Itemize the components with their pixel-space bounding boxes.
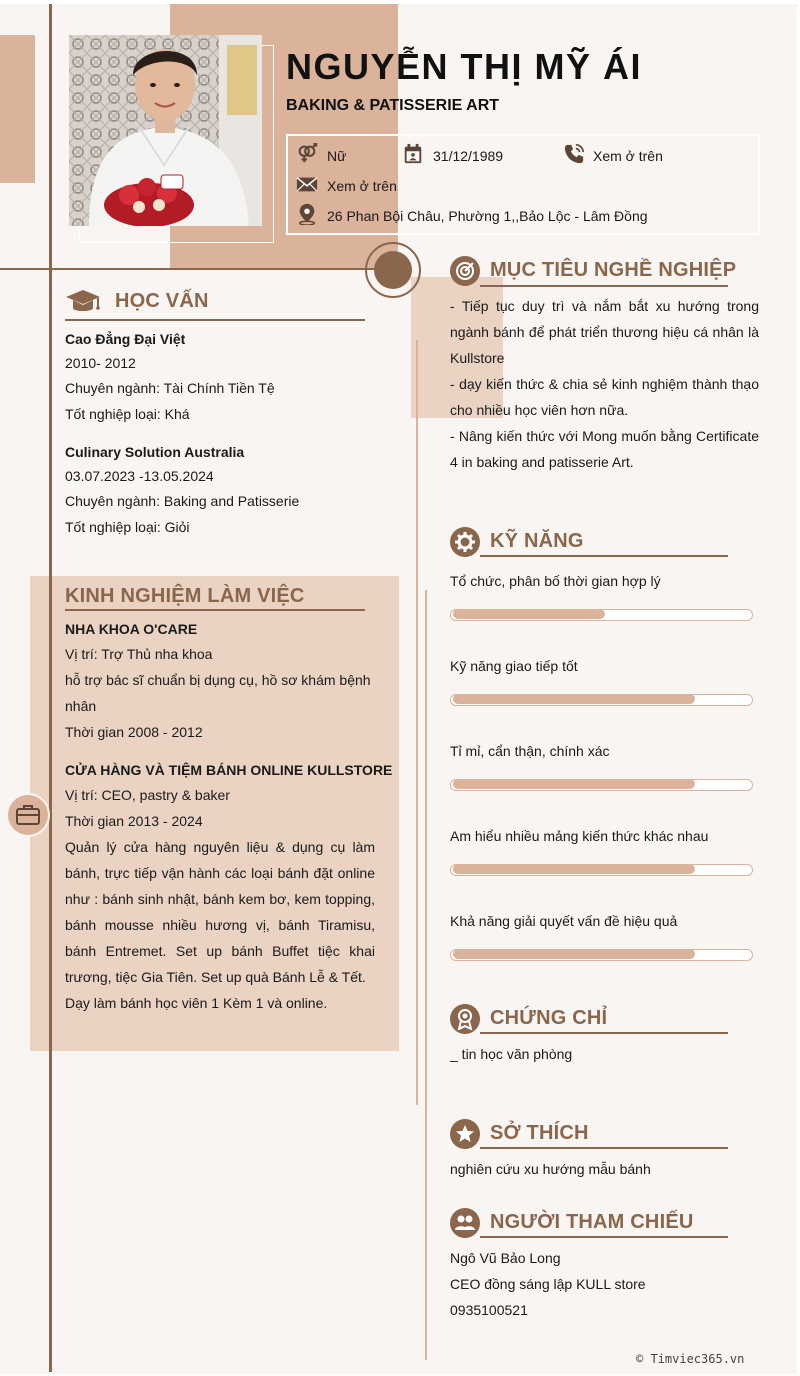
address-value: 26 Phan Bội Châu, Phường 1,,Bảo Lộc - Lâm Đồng (327, 208, 648, 224)
edu-1-time: 2010- 2012 (65, 355, 136, 371)
email-icon (296, 173, 318, 200)
skill-5-bar (450, 944, 753, 964)
briefcase-badge (6, 793, 50, 837)
exp-2-position: Vị trí: CEO, pastry & baker (65, 787, 230, 803)
objective-icon (450, 256, 480, 286)
watermark: © Timviec365.vn (636, 1352, 745, 1366)
deco-block-left (0, 35, 35, 183)
birthday-value: 31/12/1989 (433, 148, 504, 164)
hobbies-title: SỞ THÍCH (490, 1122, 589, 1144)
objective-title: MỤC TIÊU NGHỀ NGHIỆP (490, 259, 737, 281)
certificates-rule (480, 1032, 728, 1034)
skill-2-fill (453, 694, 695, 704)
objective-line-1: - Tiếp tục duy trì và nắm bắt xu hướng trong ngành bánh để phát triển thương hiệu cá nhân là Kullstore (450, 298, 759, 366)
exp-2-time: Thời gian 2013 - 2024 (65, 813, 203, 829)
gender-icon (296, 143, 318, 170)
skill-3-name: Tỉ mỉ, cẩn thận, chính xác (450, 743, 610, 759)
skill-1-fill (453, 609, 605, 619)
exp-1-desc: hỗ trợ bác sĩ chuẩn bị dụng cụ, hồ sơ khám bệnh nhân (65, 672, 371, 714)
skill-5-name: Khả năng giải quyết vấn đề hiệu quả (450, 913, 678, 929)
email-value: Xem ở trên (327, 178, 397, 194)
exp-1-position: Vị trí: Trợ Thủ nha khoa (65, 646, 213, 662)
location-icon (296, 203, 318, 230)
certificates-text: _ tin học văn phòng (450, 1046, 573, 1062)
education-icon (64, 287, 102, 322)
education-title: HỌC VẤN (115, 290, 209, 312)
candidate-name: NGUYỄN THỊ MỸ ÁI (286, 46, 643, 87)
edu-2-school: Culinary Solution Australia (65, 444, 245, 460)
edu-1-school: Cao Đẳng Đại Việt (65, 331, 186, 347)
star-icon (450, 1119, 480, 1149)
references-title: NGƯỜI THAM CHIẾU (490, 1211, 694, 1233)
header-rule (0, 268, 380, 270)
certificate-icon (450, 1004, 480, 1034)
objective-line-3: - Nâng kiến thức với Mong muốn bằng Certificate 4 in baking and patisserie Art. (450, 428, 759, 470)
edu-2-major: Chuyên ngành: Baking and Patisserie (65, 493, 300, 509)
gender-value: Nữ (327, 148, 347, 164)
skill-4-name: Am hiểu nhiều mảng kiến thức khác nhau (450, 828, 709, 844)
exp-1-time: Thời gian 2008 - 2012 (65, 724, 203, 740)
calendar-icon (402, 143, 424, 170)
edu-2-time: 03.07.2023 -13.05.2024 (65, 468, 214, 484)
reference-phone: 0935100521 (450, 1302, 528, 1318)
edu-1-grade: Tốt nghiệp loại: Khá (65, 406, 190, 422)
skill-2-name: Kỹ năng giao tiếp tốt (450, 658, 578, 674)
edu-2-grade: Tốt nghiệp loại: Giỏi (65, 519, 190, 535)
reference-name: Ngô Vũ Bảo Long (450, 1250, 561, 1266)
skill-3-bar (450, 774, 753, 794)
exp-2-desc-extra: Dạy làm bánh học viên 1 Kèm 1 và online. (65, 995, 328, 1011)
skill-1-bar (450, 604, 753, 624)
exp-2-desc: Quản lý cửa hàng nguyên liệu & dụng cụ làm bánh, trực tiếp vận hành các loại bánh đặt online như : bánh sinh nhật, bánh kem bơ, kem topping, bánh mousse nhiều hương vị, bánh Tiramisu, bánh Entremet. Set up bánh Buffet tiệc khai trương, tiệc Gia Tiên. Set up quà Bánh Lễ & Tết. (65, 839, 375, 985)
skill-4-bar (450, 859, 753, 879)
skills-rule (480, 555, 728, 557)
skills-title: KỸ NĂNG (490, 530, 584, 552)
hobbies-rule (480, 1147, 728, 1149)
divider-low (425, 590, 427, 1360)
experience-title: KINH NGHIỆM LÀM VIỆC (65, 585, 305, 607)
people-icon (450, 1208, 480, 1238)
divider-mid (416, 340, 418, 1105)
phone-icon (563, 143, 585, 170)
skill-2-bar (450, 689, 753, 709)
skill-1-name: Tổ chức, phân bố thời gian hợp lý (450, 573, 661, 589)
references-rule (480, 1236, 728, 1238)
skills-icon (450, 527, 480, 557)
candidate-job-title: BAKING & PATISSERIE ART (286, 97, 500, 114)
hobbies-text: nghiên cứu xu hướng mẫu bánh (450, 1161, 651, 1177)
timeline-left (49, 4, 52, 1372)
reference-role: CEO đồng sáng lập KULL store (450, 1276, 646, 1292)
objective-rule (480, 285, 728, 287)
skill-4-fill (453, 864, 695, 874)
header-circle-dot (374, 251, 412, 289)
experience-rule (65, 609, 365, 611)
briefcase-icon (15, 804, 41, 826)
objective-line-2: - dạy kiến thức & chia sẻ kinh nghiệm thành thạo cho nhiều học viên hơn nữa. (450, 376, 759, 418)
avatar-photo (69, 35, 262, 226)
certificates-title: CHỨNG CHỈ (490, 1007, 608, 1029)
skill-5-fill (453, 949, 695, 959)
education-rule (65, 319, 365, 321)
edu-1-major: Chuyên ngành: Tài Chính Tiền Tệ (65, 380, 275, 396)
skill-3-fill (453, 779, 695, 789)
avatar (69, 35, 262, 226)
exp-2-company: CỬA HÀNG VÀ TIỆM BÁNH ONLINE KULLSTORE (65, 762, 393, 778)
phone-value: Xem ở trên (593, 148, 663, 164)
exp-1-company: NHA KHOA O'CARE (65, 621, 198, 637)
